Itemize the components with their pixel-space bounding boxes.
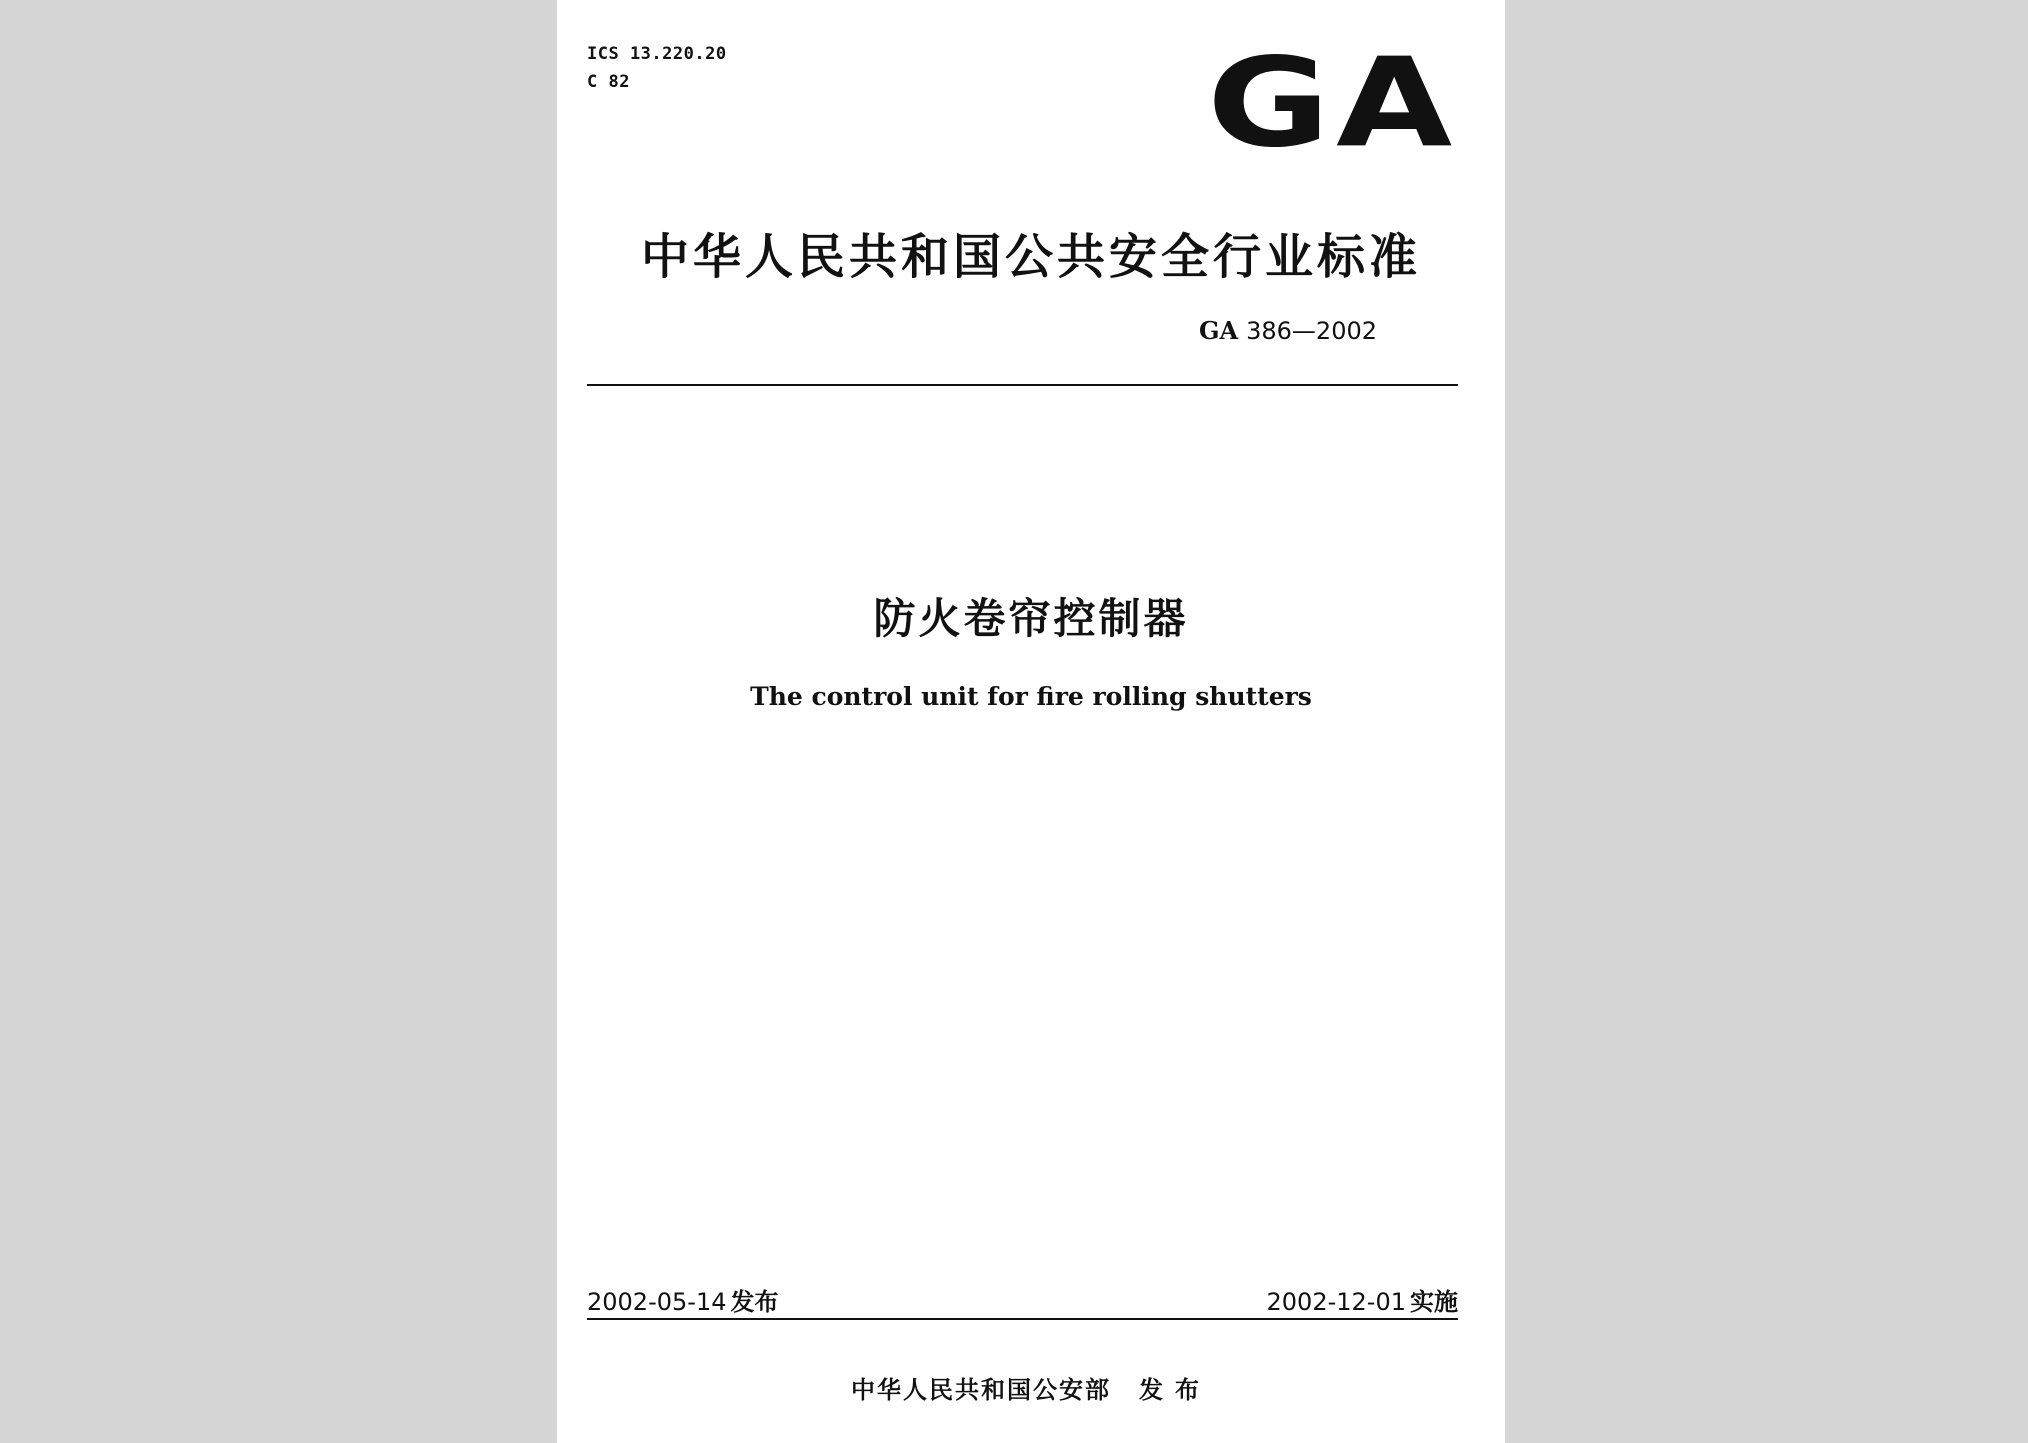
issuer-name: 中华人民共和国公安部: [851, 1376, 1111, 1404]
ga-logo: GA: [1207, 32, 1459, 175]
classification-codes: [587, 40, 727, 96]
document-page: [557, 0, 1505, 1443]
publish-date-group: [587, 1282, 778, 1317]
top-divider: [587, 384, 1458, 386]
bottom-divider: [587, 1318, 1458, 1320]
issuing-authority: [557, 1370, 1505, 1405]
standard-code-number: 386—2002: [1246, 317, 1377, 345]
implement-date: 2002-12-01: [1266, 1288, 1406, 1316]
publish-date: 2002-05-14: [587, 1288, 727, 1316]
issuer-verb: 发布: [1139, 1376, 1211, 1404]
implement-label: 实施: [1410, 1288, 1458, 1316]
standard-code: [1199, 316, 1377, 345]
document-title-english: The control unit for fire rolling shutters: [750, 682, 1312, 711]
document-title-chinese: 防火卷帘控制器: [873, 594, 1189, 643]
publish-label: 发布: [730, 1288, 779, 1316]
ccs-code: C 82: [587, 72, 630, 92]
standard-category-title: 中华人民共和国公共安全行业标准: [640, 229, 1421, 285]
standard-code-prefix: GA: [1198, 316, 1239, 345]
ics-code: ICS 13.220.20: [587, 44, 727, 64]
implement-date-group: [1267, 1282, 1458, 1317]
